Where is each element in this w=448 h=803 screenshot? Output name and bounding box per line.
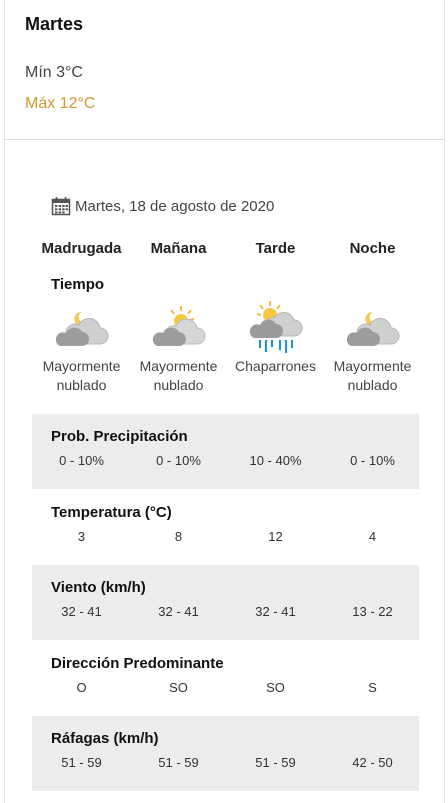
row-value: 51 - 59 [255,755,296,770]
period-madrugada: Madrugada [41,240,122,257]
row-label: Temperatura (°C) [51,504,172,521]
row-value: 42 - 50 [352,755,393,770]
mostly-cloudy-day-icon [149,298,209,354]
row-value: 10 - 40% [249,453,302,468]
weather-desc-manana: Mayormente nublado [139,358,218,393]
row-value: 12 [268,529,283,544]
wind-direction-row [32,641,419,716]
wind-row [32,565,419,640]
forecast-card [4,0,445,803]
row-value: 51 - 59 [61,755,102,770]
row-value: 32 - 41 [255,604,296,619]
forecast-date: Martes, 18 de agosto de 2020 [75,197,275,215]
precipitation-row [32,414,419,489]
row-label: Ráfagas (km/h) [51,730,159,747]
weather-desc-noche: Mayormente nublado [333,358,412,393]
showers-icon [246,298,306,354]
period-manana: Mañana [150,240,207,257]
day-title: Martes [25,14,84,34]
period-noche: Noche [349,240,396,257]
row-value: 4 [368,529,377,544]
row-value: 0 - 10% [350,453,395,468]
weather-desc-tarde: Chaparrones [235,358,316,374]
max-temperature: Máx 12°C [25,95,96,112]
min-temperature: Mín 3°C [25,64,83,81]
row-label: Prob. Precipitación [51,428,188,445]
weather-descriptions [33,357,421,395]
row-value: 0 - 10% [59,453,104,468]
row-value: 0 - 10% [156,453,201,468]
date-row [51,196,274,216]
mostly-cloudy-night-icon [343,298,403,354]
period-header [33,240,421,257]
day-summary [5,0,444,140]
temperature-row [32,490,419,565]
weather-desc-madrugada: Mayormente nublado [42,358,121,393]
row-value: 8 [174,529,183,544]
row-value: SO [266,680,285,695]
calendar-icon [51,196,71,216]
period-tarde: Tarde [255,240,296,257]
gusts-row [32,716,419,791]
weather-icons-row [33,298,421,359]
row-value: O [76,680,87,695]
row-value: 32 - 41 [158,604,199,619]
row-value: S [368,680,377,695]
row-value: SO [169,680,188,695]
mostly-cloudy-night-icon [52,298,112,354]
row-value: 32 - 41 [61,604,102,619]
weather-section-label: Tiempo [51,276,105,293]
row-value: 51 - 59 [158,755,199,770]
row-label: Dirección Predominante [51,655,224,672]
row-label: Viento (km/h) [51,579,146,596]
row-value: 13 - 22 [352,604,393,619]
row-value: 3 [77,529,86,544]
